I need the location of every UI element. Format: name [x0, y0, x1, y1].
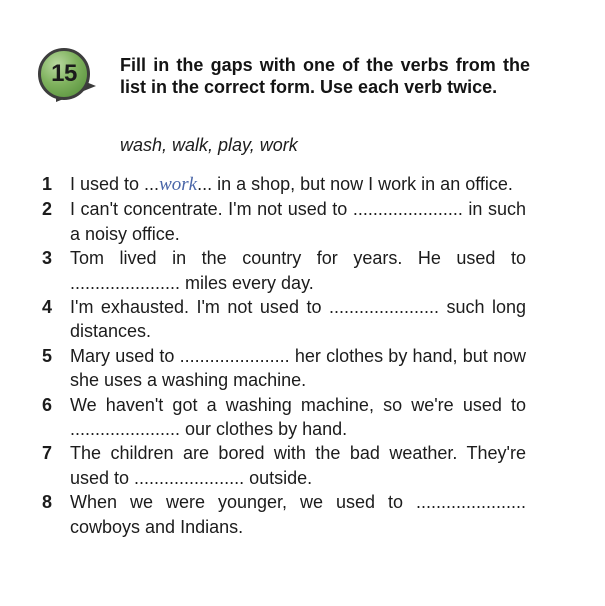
item-text-after: ... in a shop, but now I work in an office. — [197, 174, 513, 194]
exercise-item-3 — [42, 246, 526, 295]
exercise-item-6 — [42, 393, 526, 442]
exercise-item-2 — [42, 197, 526, 246]
exercise-item-1 — [42, 172, 526, 197]
item-text: I'm exhausted. I'm not used to ...................... such long distances. — [70, 297, 526, 342]
item-number: 2 — [42, 199, 53, 220]
exercise-item-8 — [42, 490, 526, 539]
badge-circle — [38, 48, 90, 100]
item-number: 1 — [42, 174, 53, 194]
exercise-item-5 — [42, 344, 526, 393]
item-text: When we were younger, we used to ...................... cowboys and Indians. — [70, 492, 526, 537]
item-text-before: I used to ... — [70, 174, 160, 194]
item-text: Tom lived in the country for years. He used to ...................... miles every day. — [70, 248, 526, 293]
exercise-number: 15 — [51, 60, 77, 87]
exercise-items — [42, 172, 526, 539]
exercise-item-4 — [42, 295, 526, 344]
exercise-number-badge — [38, 48, 100, 106]
item-text: I can't concentrate. I'm not used to ...................... in such a noisy office. — [70, 199, 526, 244]
item-number: 6 — [42, 394, 53, 415]
item-number: 5 — [42, 345, 53, 366]
item-number: 8 — [42, 492, 53, 513]
item-number: 7 — [42, 443, 53, 464]
verb-list: wash, walk, play, work — [120, 135, 298, 155]
item-number: 4 — [42, 297, 53, 318]
item-text: Mary used to ...................... her clothes by hand, but now she uses a washing machine. — [70, 345, 526, 391]
exercise-item-7 — [42, 441, 526, 490]
exercise-instructions: Fill in the gaps with one of the verbs from the list in the correct form. Use each verb twice. — [120, 55, 530, 97]
item-number: 3 — [42, 248, 53, 269]
item-text: We haven't got a washing machine, so we're used to ...................... our clothes by hand. — [70, 394, 526, 440]
example-answer: work — [159, 174, 198, 195]
item-text: The children are bored with the bad weather. They're used to ...................... outside. — [70, 443, 526, 488]
